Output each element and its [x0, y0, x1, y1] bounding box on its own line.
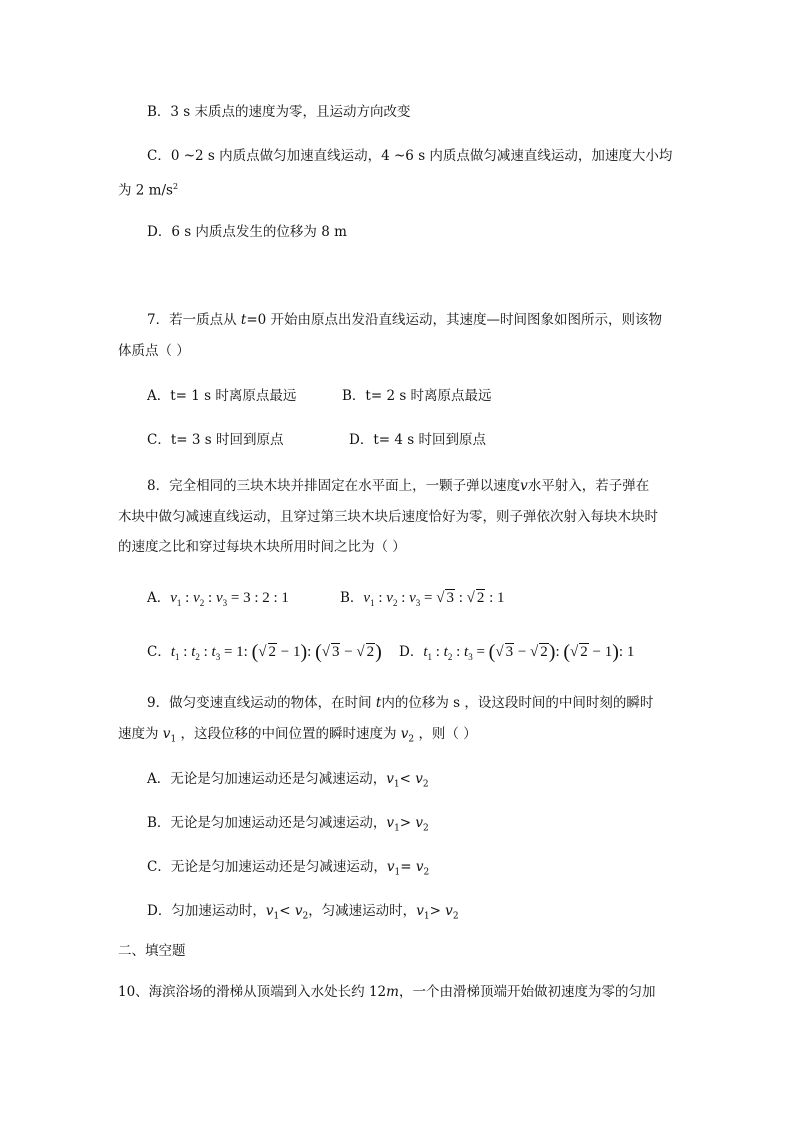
q9-option-d: D．匀加速运动时，$v_1< v_2$，匀减速运动时，$v_1> v_2$: [147, 903, 459, 922]
q9-option-b: B．无论是匀加速运动还是匀减速运动，$v_1> v_2$: [147, 815, 429, 834]
q9-option-c: C．无论是匀加速运动还是匀减速运动，$v_1= v_2$: [147, 859, 430, 878]
q8-option-a: A．$v_1$ : $v_2$ : $v_3 = 3$ : 2 : 1: [147, 590, 289, 608]
section-title-fill-in: 二、填空题: [118, 943, 186, 959]
q8-stem-line3: 的速度之比和穿过每块木块所用时间之比为（ ）: [118, 539, 406, 555]
q8-option-c: C．$t_1$ : $t_2$ : $t_3 = 1$: (√ 2 − 1): (√ 3 − √ 2): [147, 641, 382, 663]
q9-stem-line2: 速度为 $v_1$ ，这段位移的中间位置的瞬时速度为 $v_2$ ，则（ ）: [118, 726, 477, 745]
q7-stem-line2: 体质点（ ）: [118, 343, 190, 359]
q7-stem-line1: 7．若一质点从 t=0 开始由原点出发沿直线运动，其速度—时间图象如图所示，则该物: [147, 312, 663, 328]
q8-option-d: D．$t_1$ : $t_2$ : $t_3$ = (√ 3 − √ 2): (√ 2 − 1): 1: [399, 641, 635, 663]
q8-stem-line1: 8．完全相同的三块木块并排固定在水平面上，一颗子弹以速度v水平射入，若子弹在: [147, 478, 650, 494]
q6-option-c-line2: 为 2 $m/s^2$: [118, 182, 179, 199]
q7-option-c: C．t= 3 s 时回到原点: [147, 432, 284, 448]
q7-option-d: D．t= 4 s 时回到原点: [349, 432, 486, 448]
q6-option-d: D．6 s 内质点发生的位移为 8 m: [147, 224, 347, 240]
q7-option-a: A．t= 1 s 时离原点最远: [147, 388, 297, 404]
q6-option-c-line1: C．0 ~2 s 内质点做匀加速直线运动，4 ~6 s 内质点做匀减速直线运动，加速度大小均: [147, 148, 673, 164]
q9-stem-line1: 9．做匀变速直线运动的物体，在时间 t内的位移为 s ，设这段时间的中间时刻的瞬时: [147, 695, 654, 711]
q8-option-b: B．$v_1$ : $v_2$ : $v_3$ = √ 3 : √ 2 : 1: [340, 590, 505, 608]
q9-option-a: A．无论是匀加速运动还是匀减速运动，$v_1< v_2$: [147, 771, 429, 790]
q7-option-b: B．t= 2 s 时离原点最远: [342, 388, 492, 404]
q6-option-b: B．3 s 末质点的速度为零，且运动方向改变: [147, 104, 411, 120]
q8-stem-line2: 木块中做匀减速直线运动，且穿过第三块木块后速度恰好为零，则子弹依次射入每块木块时: [118, 509, 658, 525]
q10-stem-line1: 10、海滨浴场的滑梯从顶端到入水处长约 12m，一个由滑梯顶端开始做初速度为零的匀加: [118, 984, 656, 1000]
